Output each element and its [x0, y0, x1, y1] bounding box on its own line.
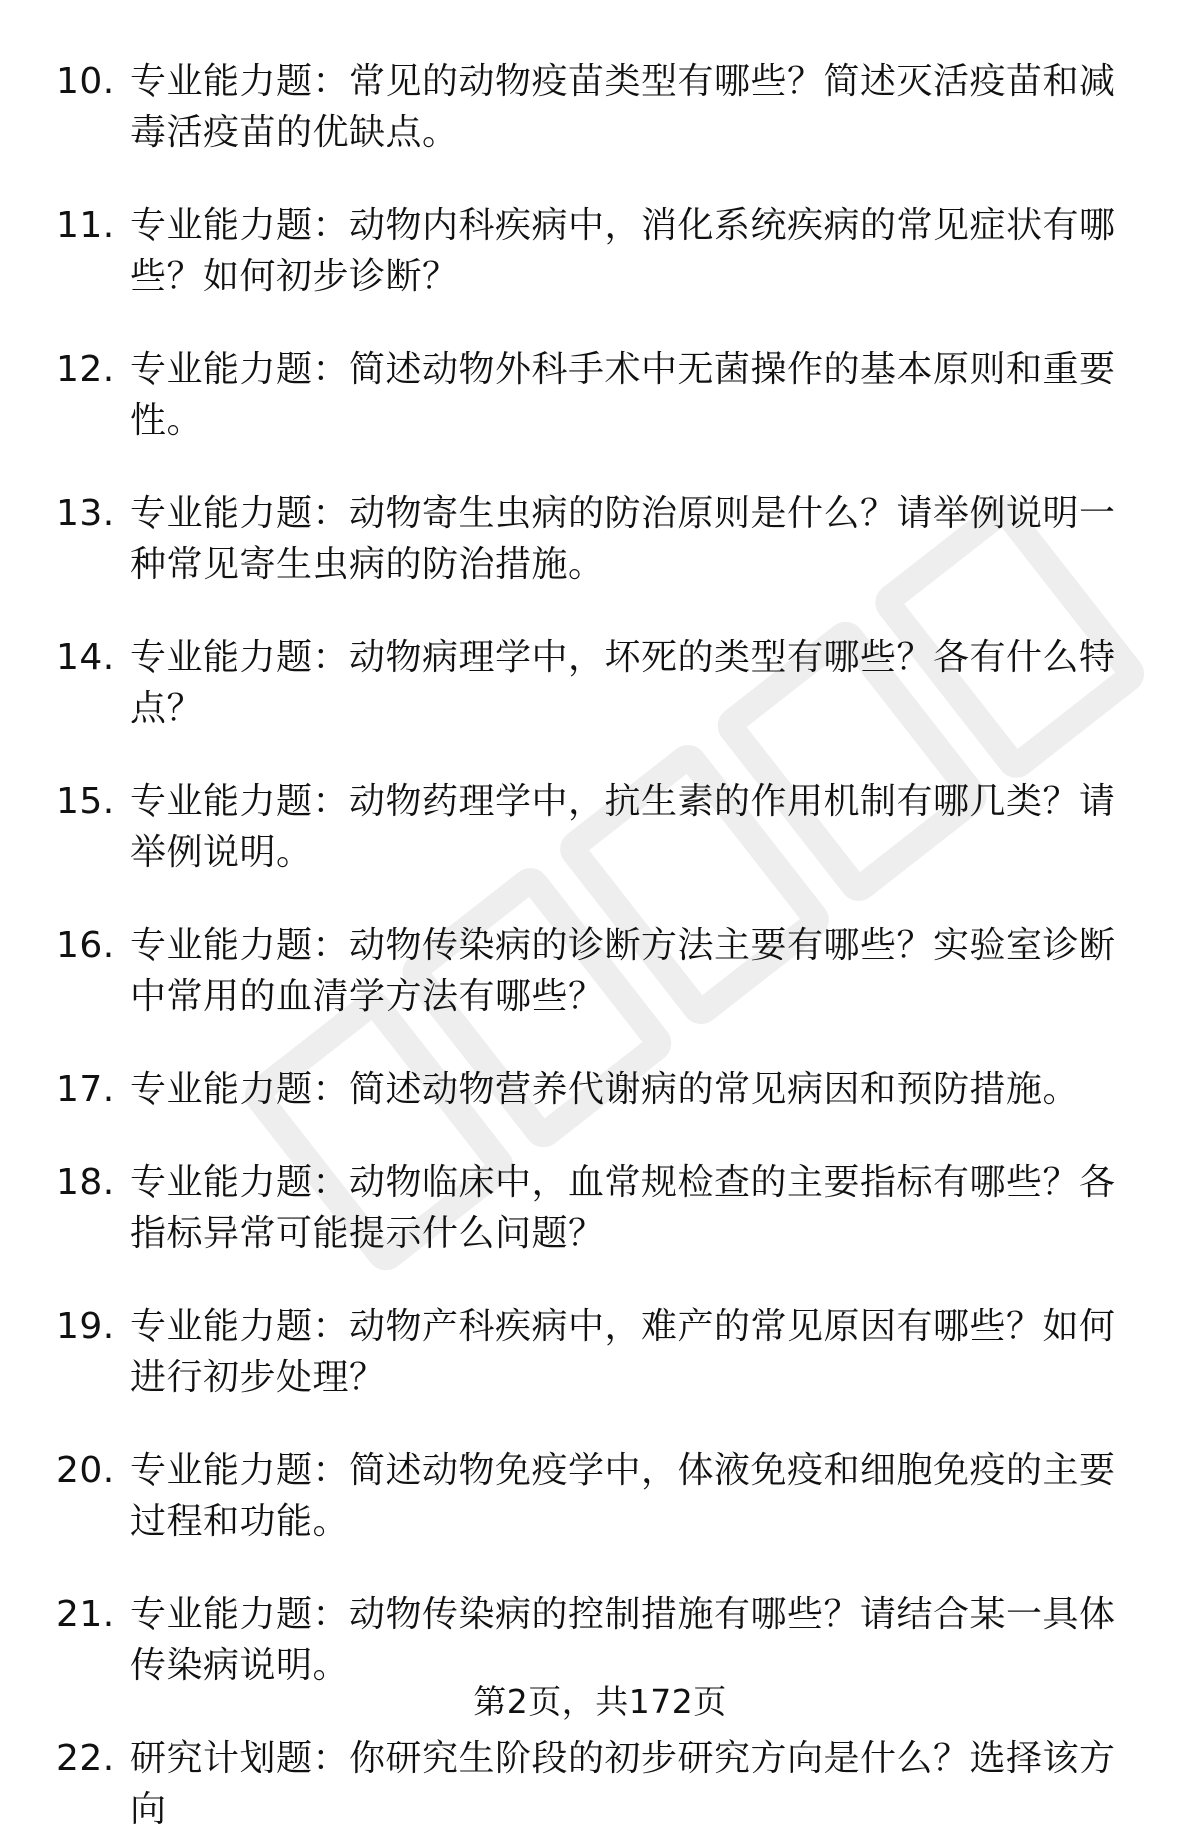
- list-item: [56, 1445, 1146, 1547]
- question-text: 专业能力题：简述动物外科手术中无菌操作的基本原则和重要性。: [130, 349, 1116, 441]
- list-item: [56, 632, 1146, 734]
- question-text: 专业能力题：简述动物免疫学中，体液免疫和细胞免疫的主要过程和功能。: [130, 1450, 1116, 1542]
- list-item: [56, 344, 1146, 446]
- question-list: [56, 56, 1146, 1835]
- question-number: 14.: [56, 637, 115, 678]
- list-item: [56, 488, 1146, 590]
- list-item: [56, 920, 1146, 1022]
- list-item: [56, 1301, 1146, 1403]
- question-text: 专业能力题：简述动物营养代谢病的常见病因和预防措施。: [130, 1069, 1080, 1110]
- question-number: 22.: [56, 1738, 115, 1779]
- question-text: 专业能力题：常见的动物疫苗类型有哪些？简述灭活疫苗和减毒活疫苗的优缺点。: [130, 61, 1116, 153]
- page-number: 第2页，共172页: [473, 1682, 727, 1721]
- question-text: 专业能力题：动物药理学中，抗生素的作用机制有哪几类？请举例说明。: [130, 781, 1116, 873]
- question-text: 研究计划题：你研究生阶段的初步研究方向是什么？选择该方向: [130, 1738, 1116, 1830]
- question-text: 专业能力题：动物临床中，血常规检查的主要指标有哪些？各指标异常可能提示什么问题？: [130, 1162, 1116, 1254]
- list-item: [56, 776, 1146, 878]
- question-number: 18.: [56, 1162, 115, 1203]
- list-item: [56, 1589, 1146, 1691]
- question-number: 15.: [56, 781, 115, 822]
- question-text: 专业能力题：动物传染病的控制措施有哪些？请结合某一具体传染病说明。: [130, 1594, 1116, 1686]
- list-item: [56, 1157, 1146, 1259]
- list-item: [56, 1733, 1146, 1835]
- question-text: 专业能力题：动物传染病的诊断方法主要有哪些？实验室诊断中常用的血清学方法有哪些？: [130, 925, 1116, 1017]
- question-text: 专业能力题：动物产科疾病中，难产的常见原因有哪些？如何进行初步处理？: [130, 1306, 1116, 1398]
- list-item: [56, 1064, 1146, 1115]
- list-item: [56, 200, 1146, 302]
- question-text: 专业能力题：动物病理学中，坏死的类型有哪些？各有什么特点？: [130, 637, 1116, 729]
- question-number: 11.: [56, 205, 115, 246]
- question-text: 专业能力题：动物寄生虫病的防治原则是什么？请举例说明一种常见寄生虫病的防治措施。: [130, 493, 1116, 585]
- question-number: 20.: [56, 1450, 115, 1491]
- list-item: [56, 56, 1146, 158]
- question-number: 13.: [56, 493, 115, 534]
- question-number: 10.: [56, 61, 115, 102]
- question-number: 19.: [56, 1306, 115, 1347]
- question-number: 21.: [56, 1594, 115, 1635]
- question-text: 专业能力题：动物内科疾病中，消化系统疾病的常见症状有哪些？如何初步诊断？: [130, 205, 1116, 297]
- question-number: 17.: [56, 1069, 115, 1110]
- question-number: 16.: [56, 925, 115, 966]
- question-number: 12.: [56, 349, 115, 390]
